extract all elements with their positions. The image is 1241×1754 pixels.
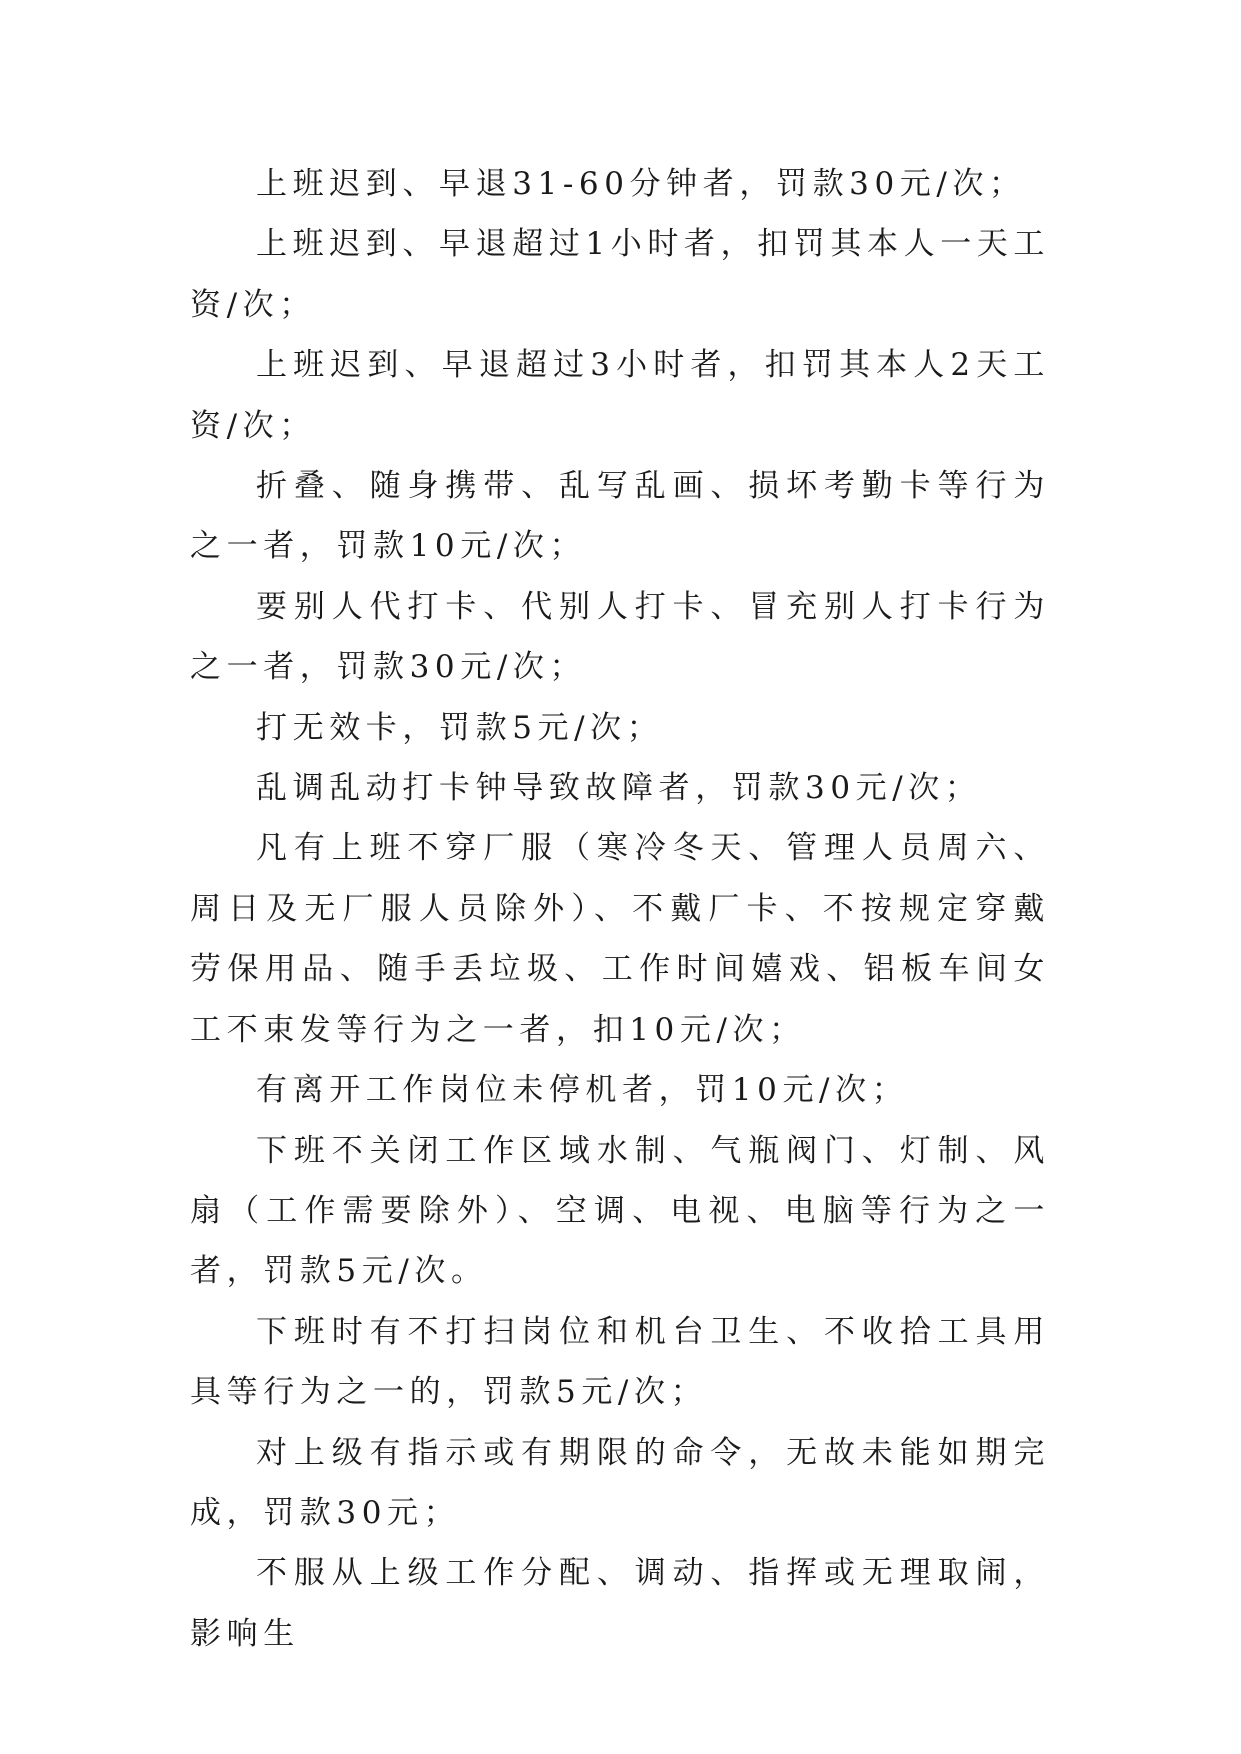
paragraph-leave-machine-running: 有离开工作岗位未停机者，罚10元/次；	[256, 1072, 909, 1109]
paragraph-damage-attendance-card: 折叠、随身携带、乱写乱画、损坏考勤卡等行为之一者，罚款10元/次；	[190, 468, 1050, 565]
paragraph-workstation-cleaning: 下班时有不打扫岗位和机台卫生、不收拾工具用具等行为之一的，罚款5元/次；	[190, 1313, 1050, 1411]
paragraph-late-over-3-hours: 上班迟到、早退超过3小时者，扣罚其本人2天工资/次；	[190, 347, 1050, 444]
paragraph-switch-off-utilities: 下班不关闭工作区域水制、气瓶阀门、灯制、风扇（工作需要除外）、空调、电视、电脑等行为之一者，罚款5元/次。	[190, 1132, 1050, 1290]
paragraph-tamper-time-clock: 乱调乱动打卡钟导致故障者，罚款30元/次；	[256, 770, 982, 807]
paragraph-proxy-clock-in: 要别人代打卡、代别人打卡、冒充别人打卡行为之一者，罚款30元/次；	[190, 588, 1050, 686]
paragraph-invalid-clock-in: 打无效卡，罚款5元/次；	[256, 709, 664, 746]
paragraph-late-over-1-hour: 上班迟到、早退超过1小时者，扣罚其本人一天工资/次；	[190, 226, 1050, 323]
paragraph-dress-code: 凡有上班不穿厂服（寒冷冬天、管理人员周六、周日及无厂服人员除外）、不戴厂卡、不按规定穿戴劳保用品、随手丢垃圾、工作时间嬉戏、铝板车间女工不束发等行为之一者，扣10元/次；	[190, 830, 1050, 1048]
paragraph-missed-deadline: 对上级有指示或有期限的命令，无故未能如期完成，罚款30元；	[190, 1434, 1050, 1531]
paragraph-late-31-60: 上班迟到、早退31-60分钟者，罚款30元/次；	[256, 166, 1026, 202]
document-body	[190, 154, 1050, 1664]
paragraph-insubordination: 不服从上级工作分配、调动、指挥或无理取闹，影响生	[190, 1555, 1050, 1652]
